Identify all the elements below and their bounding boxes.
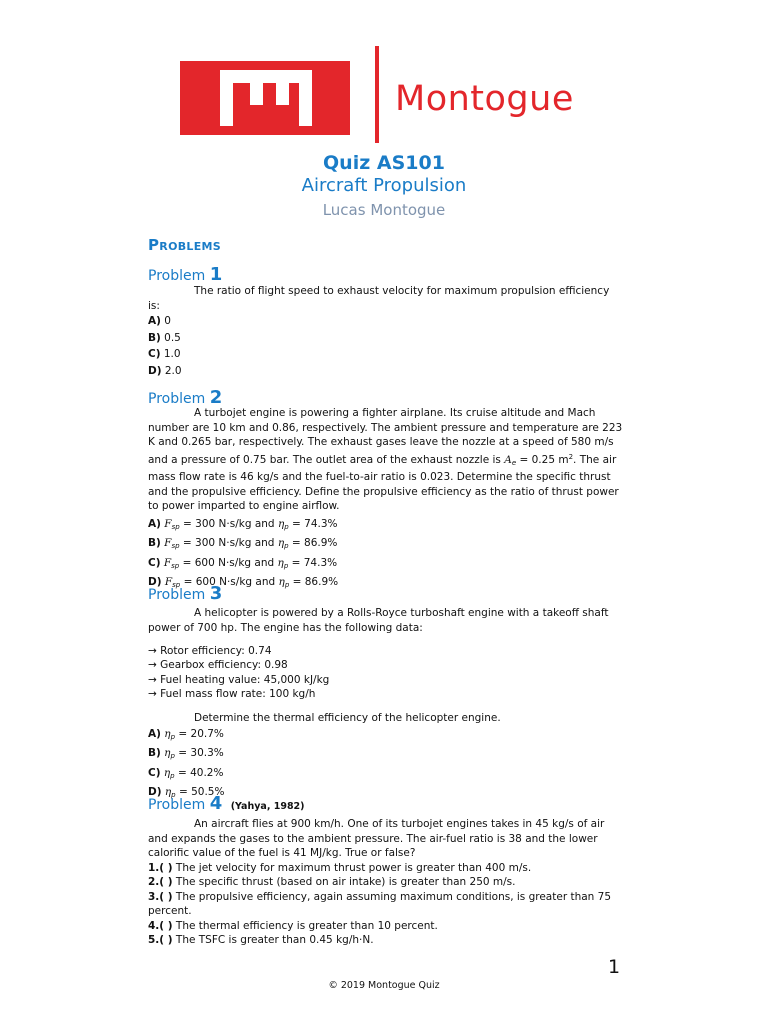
problem-4-body: [148, 817, 623, 948]
arrow-icon: →: [148, 687, 157, 700]
problem-3-statement: A helicopter is powered by a Rolls-Royce turboshaft engine with a takeoff shaft power of 700 hp. The engine has the following data:: [148, 607, 609, 634]
list-item: → Rotor efficiency: 0.74: [148, 645, 272, 657]
title-block: [0, 152, 768, 221]
option-c: C) 1.0: [148, 348, 181, 360]
problem-3-heading: [148, 583, 222, 604]
problem-2-heading: [148, 387, 222, 408]
problem-label: Problem: [148, 587, 206, 603]
option-d: D) 2.0: [148, 364, 182, 377]
tf-item: 2.( ) The specific thrust (based on air intake) is greater than 250 m/s.: [148, 876, 516, 888]
option-b: B) $\eta_p = 30.3\%$: [148, 747, 224, 761]
problem-number: 1: [209, 264, 223, 285]
problem-number: 3: [209, 583, 223, 604]
arrow-icon: →: [148, 645, 157, 657]
problem-label: Problem: [148, 797, 206, 813]
option-a: A) $F_{sp} = 300$ N·s/kg and $\eta_p = 74.3\%$: [148, 517, 338, 531]
list-item: → Gearbox efficiency: 0.98: [148, 659, 288, 672]
quiz-title: Quiz AS101: [323, 152, 445, 174]
option-d: D) $F_{sp} = 600$ N·s/kg and $\eta_p = 86.9\%$: [148, 576, 339, 589]
data-list: [148, 644, 623, 701]
problem-2-statement: A turbojet engine is powering a fighter airplane. Its cruise altitude and Mach number are 10 km and 0.86, respectively. The ambient pressure and temperature are 223 K and 0.265 bar, respectively. The exhaust gases leave the nozzle at a speed of 580 m/s and a pressure of 0.75 bar. The outlet area of the exhaust nozzle is $A_e = 0.25$ $m^2$. The air mass flow rate is 46 kg/s and the fuel-to-air ratio is 0.023. Determine the specific thrust and the propulsive efficiency. Define the propulsive efficiency as the ratio of thrust power to power imparted to engine airflow.: [148, 407, 623, 512]
problem-3-question: Determine the thermal efficiency of the helicopter engine.: [194, 712, 501, 725]
arrow-icon: →: [148, 659, 157, 672]
option-a: A) 0: [148, 315, 171, 327]
option-b: B) 0.5: [148, 331, 181, 344]
list-item: → Fuel heating value: 45,000 kJ/kg: [148, 673, 330, 686]
tf-item: 5.( ) The TSFC is greater than 0.45 kg/h·N.: [148, 934, 374, 946]
problem-4-heading: [148, 793, 305, 814]
option-a: A) $\eta_p = 20.7\%$: [148, 727, 224, 741]
tf-item: 4.( ) The thermal efficiency is greater than 10 percent.: [148, 919, 438, 932]
problem-1-statement: The ratio of flight speed to exhaust velocity for maximum propulsion efficiency is:: [148, 285, 610, 312]
problem-reference: (Yahya, 1982): [230, 801, 305, 812]
option-c: C) $\eta_p = 40.2\%$: [148, 766, 224, 780]
tf-item: 3.( ) The propulsive efficiency, again assuming maximum conditions, is greater than 75 percent.: [148, 890, 612, 917]
quiz-author: Lucas Montogue: [322, 201, 446, 219]
tf-item: 1.( ) The jet velocity for maximum thrust power is greater than 400 m/s.: [148, 861, 532, 874]
quiz-subtitle: Aircraft Propulsion: [301, 175, 467, 196]
problem-3-body: [148, 606, 623, 804]
option-d: D) $\eta_p = 50.5\%$: [148, 786, 225, 800]
footer: © 2019 Montogue Quiz: [328, 980, 440, 991]
problem-2-body: [148, 406, 623, 594]
problem-number: 2: [209, 387, 223, 408]
problem-label: Problem: [148, 268, 206, 284]
logo-divider: [375, 46, 379, 143]
montogue-logo-mark: [180, 61, 350, 135]
page-number: 1: [608, 956, 621, 978]
option-c: C) $F_{sp} = 600$ N·s/kg and $\eta_p = 74.3\%$: [148, 556, 338, 570]
problem-label: Problem: [148, 391, 206, 407]
option-b: B) $F_{sp} = 300$ N·s/kg and $\eta_p = 86.9\%$: [148, 537, 338, 550]
section-heading: Problems: [148, 236, 221, 254]
list-item: → Fuel mass flow rate: 100 kg/h: [148, 687, 316, 700]
problem-number: 4: [209, 793, 223, 814]
problem-1-body: [148, 284, 623, 379]
brand-name: Montogue: [395, 79, 574, 119]
problem-1-heading: [148, 264, 222, 285]
problem-4-statement: An aircraft flies at 900 km/h. One of its turbojet engines takes in 45 kg/s of air and expands the gases to the ambient pressure. The air-fuel ratio is 38 and the lower calorific value of the fuel is 41 MJ/kg. True or false?: [148, 818, 605, 859]
arrow-icon: →: [148, 673, 157, 686]
